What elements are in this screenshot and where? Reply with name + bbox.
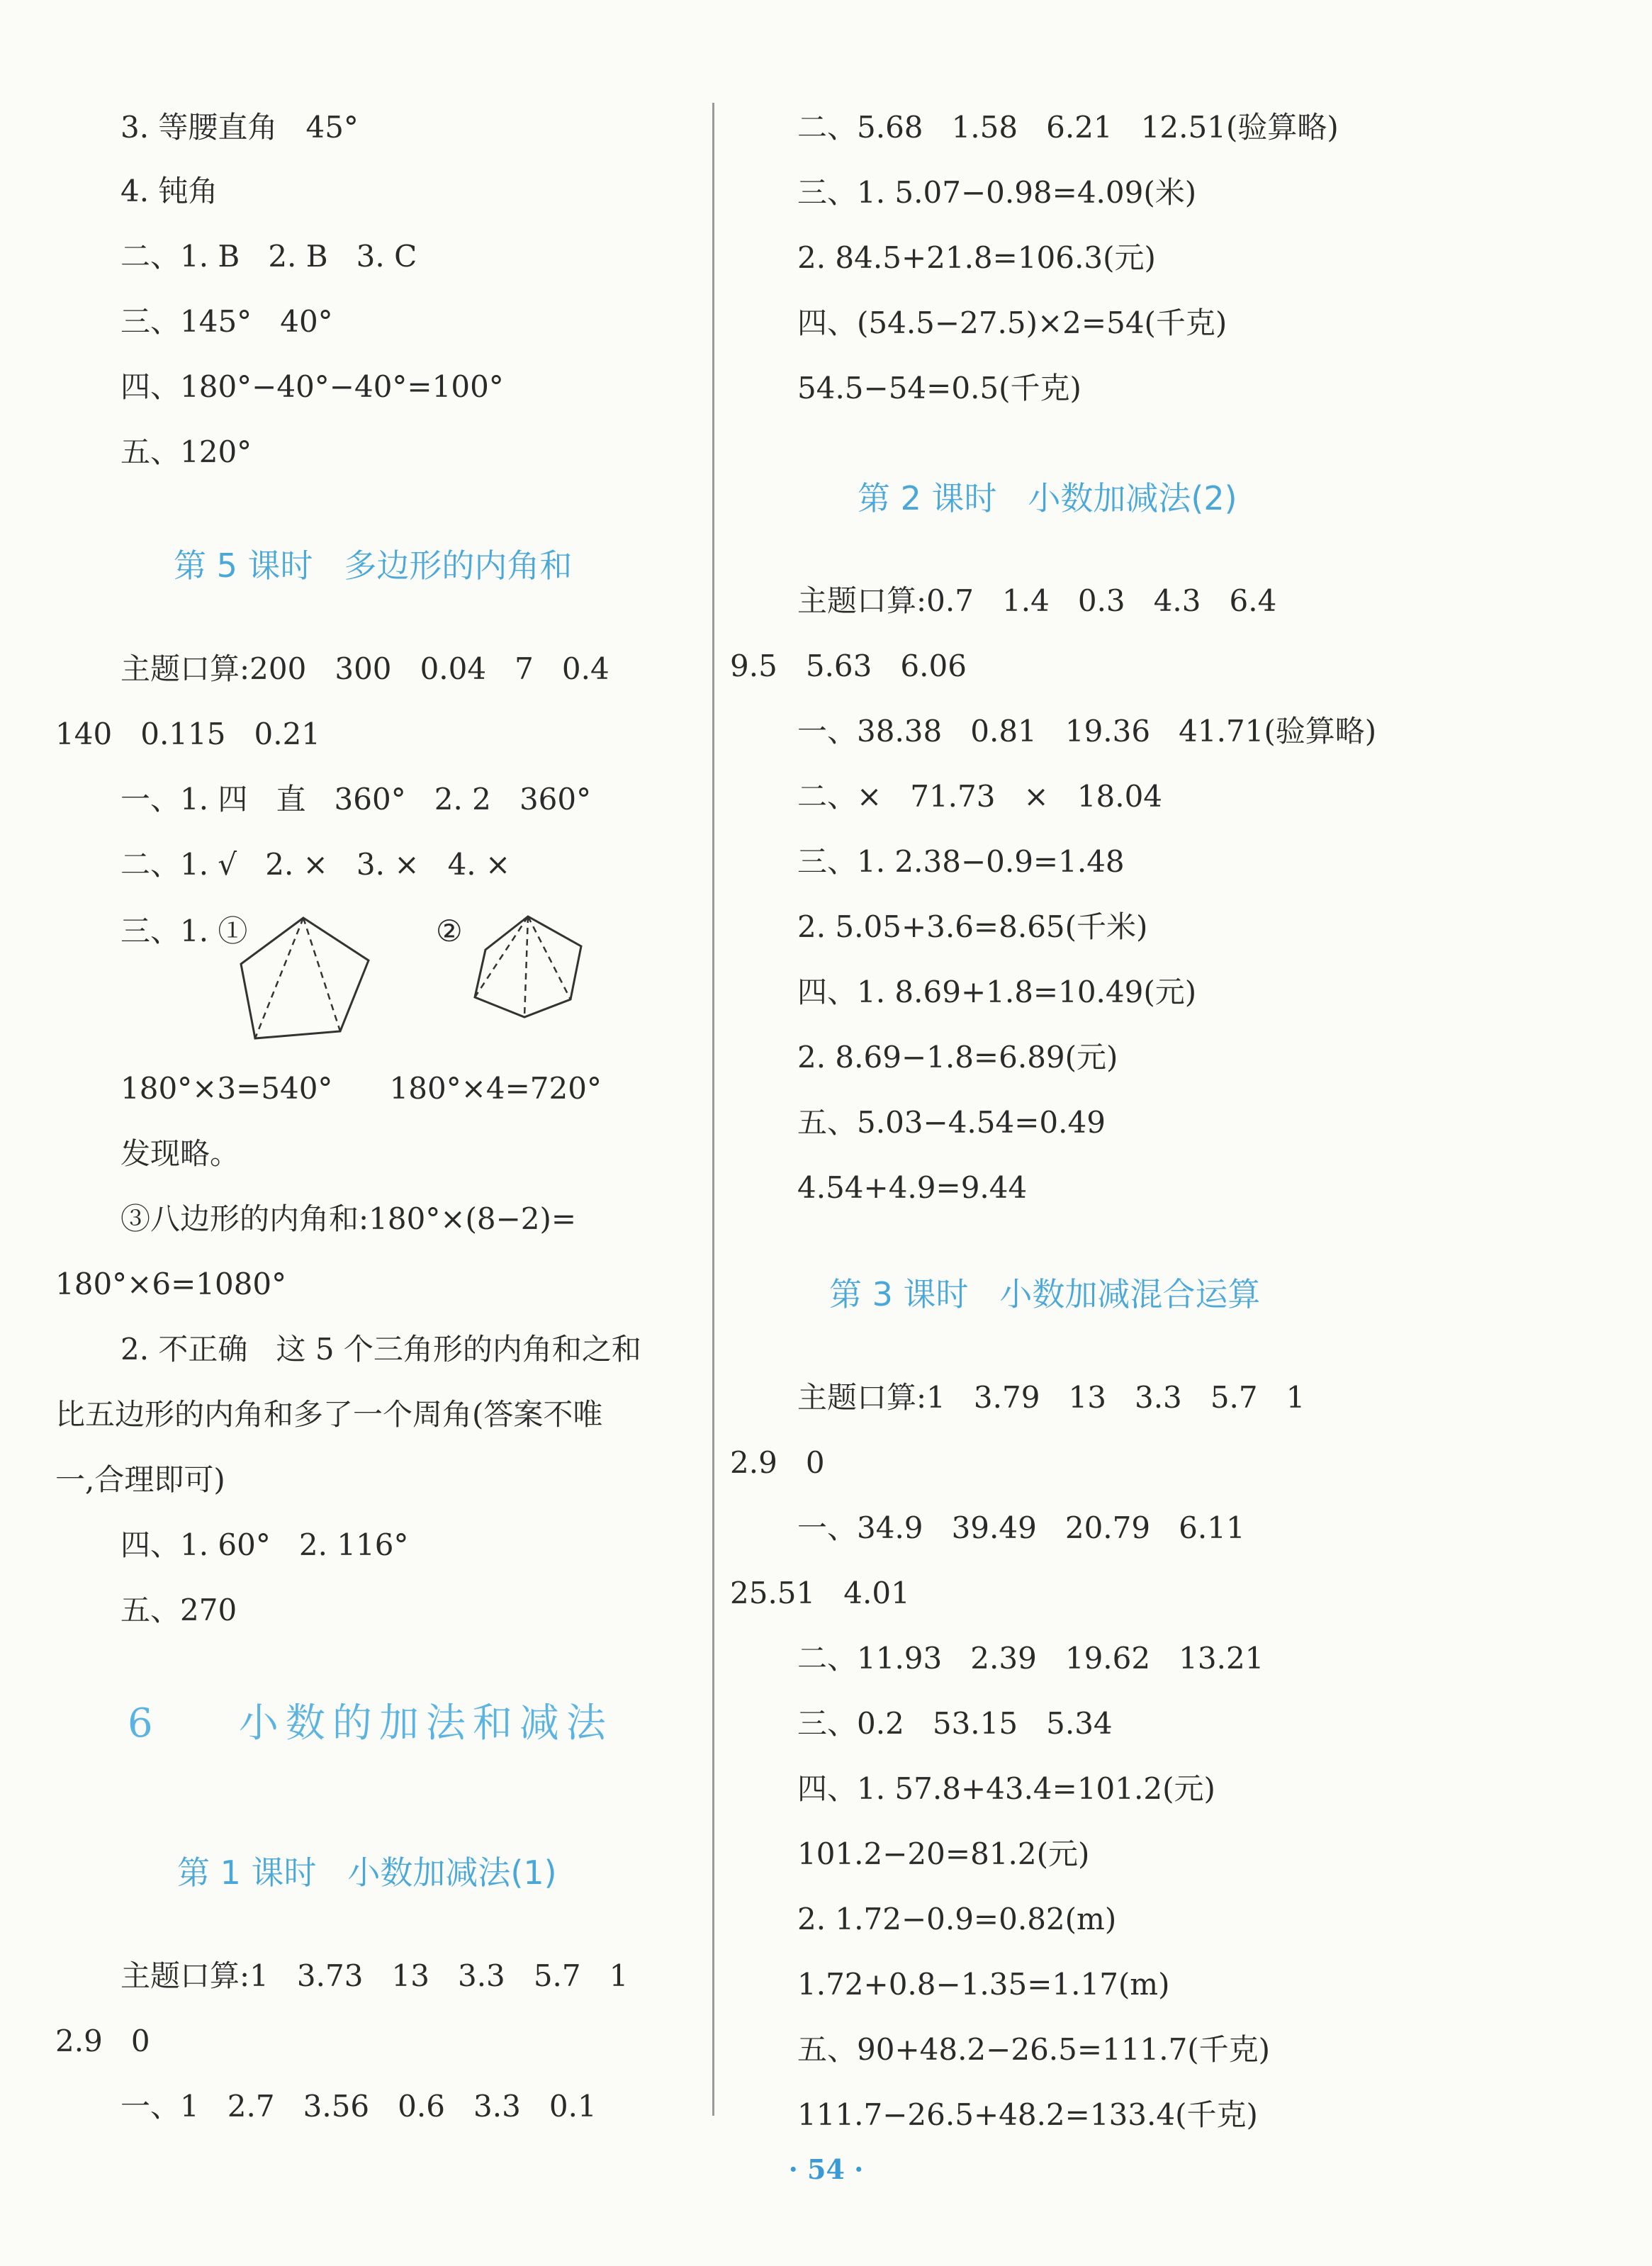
answer-line: 9.5 5.63 6.06 <box>730 649 967 683</box>
answer-line: 一、1. 四 直 360° 2. 2 360° <box>120 782 592 817</box>
answer-line: 4. 钝角 <box>120 174 218 208</box>
answer-line: 2. 84.5+21.8=106.3(元) <box>797 240 1156 275</box>
answer-line: ③八边形的内角和:180°×(8−2)= <box>120 1201 577 1236</box>
answer-line: 2.9 0 <box>55 2024 150 2058</box>
answer-line: 比五边形的内角和多了一个周角(答案不唯 <box>55 1397 603 1432</box>
answer-line: 主题口算:0.7 1.4 0.3 4.3 6.4 <box>797 583 1277 618</box>
answer-line: 发现略。 <box>120 1136 240 1171</box>
answer-line: 3. 等腰直角 45° <box>120 110 359 145</box>
answer-line: 2. 5.05+3.6=8.65(千米) <box>797 909 1148 944</box>
answer-line: 140 0.115 0.21 <box>55 717 321 751</box>
answer-line: 一、34.9 39.49 20.79 6.11 <box>797 1510 1245 1545</box>
lesson-heading: 第 3 课时 小数加减混合运算 <box>829 1275 1261 1313</box>
answer-line: 101.2−20=81.2(元) <box>797 1836 1090 1871</box>
answer-line: 五、90+48.2−26.5=111.7(千克) <box>797 2032 1271 2067</box>
answer-line: 25.51 4.01 <box>730 1576 910 1610</box>
answer-line: 四、1. 8.69+1.8=10.49(元) <box>797 975 1197 1009</box>
answer-line: 2.9 0 <box>730 1445 825 1480</box>
answer-line: 一、1 2.7 3.56 0.6 3.3 0.1 <box>120 2089 597 2124</box>
answer-line: 180°×6=1080° <box>55 1267 287 1301</box>
answer-line: 三、1. 2.38−0.9=1.48 <box>797 844 1125 879</box>
pentagon-figure-1 <box>234 911 376 1042</box>
answer-line: 主题口算:200 300 0.04 7 0.4 <box>120 651 609 686</box>
answer-line: 二、× 71.73 × 18.04 <box>797 779 1163 814</box>
answer-line: 主题口算:1 3.79 13 3.3 5.7 1 <box>797 1380 1305 1415</box>
lesson-heading: 第 2 课时 小数加减法(2) <box>858 479 1237 517</box>
answer-line: 4.54+4.9=9.44 <box>797 1170 1028 1205</box>
lesson-heading: 第 5 课时 多边形的内角和 <box>174 546 573 585</box>
answer-line: 2. 1.72−0.9=0.82(m) <box>797 1902 1117 1936</box>
answer-line: 180°×3=540° 180°×4=720° <box>120 1071 602 1106</box>
hexagon-figure-2 <box>468 911 592 1024</box>
answer-line: 主题口算:1 3.73 13 3.3 5.7 1 <box>120 1958 629 1993</box>
answer-line: 54.5−54=0.5(千克) <box>797 371 1081 405</box>
answer-line: 五、270 <box>120 1593 237 1627</box>
answer-line: 1.72+0.8−1.35=1.17(m) <box>797 1967 1170 2002</box>
answer-line: 二、5.68 1.58 6.21 12.51(验算略) <box>797 110 1339 145</box>
answer-line: 四、1. 60° 2. 116° <box>120 1527 409 1562</box>
answer-line: 111.7−26.5+48.2=133.4(千克) <box>797 2097 1258 2132</box>
circled-number-2: ② <box>436 914 463 948</box>
answer-line: 二、11.93 2.39 19.62 13.21 <box>797 1641 1264 1676</box>
answer-line: 四、(54.5−27.5)×2=54(千克) <box>797 305 1227 340</box>
column-divider <box>712 103 714 2116</box>
answer-line: 三、1. 5.07−0.98=4.09(米) <box>797 175 1197 210</box>
answer-line: 三、0.2 53.15 5.34 <box>797 1706 1113 1741</box>
answer-line: 三、1. ① <box>120 914 248 948</box>
answer-line: 二、1. √ 2. × 3. × 4. × <box>120 847 511 882</box>
answer-line: 三、145° 40° <box>120 304 333 339</box>
answer-line: 五、5.03−4.54=0.49 <box>797 1105 1106 1140</box>
answer-line: 一,合理即可) <box>55 1462 225 1497</box>
lesson-heading: 第 1 课时 小数加减法(1) <box>177 1853 557 1892</box>
answer-line: 二、1. B 2. B 3. C <box>120 239 417 274</box>
answer-line: 四、1. 57.8+43.4=101.2(元) <box>797 1771 1215 1806</box>
answer-line: 五、120° <box>120 434 252 469</box>
answer-line: 2. 不正确 这 5 个三角形的内角和之和 <box>120 1332 641 1367</box>
chapter-title: 6 小数的加法和减法 <box>128 1700 613 1746</box>
answer-line: 四、180°−40°−40°=100° <box>120 369 504 404</box>
page-number: · 54 · <box>788 2153 864 2185</box>
answer-line: 2. 8.69−1.8=6.89(元) <box>797 1040 1118 1075</box>
answer-line: 一、38.38 0.81 19.36 41.71(验算略) <box>797 714 1377 748</box>
